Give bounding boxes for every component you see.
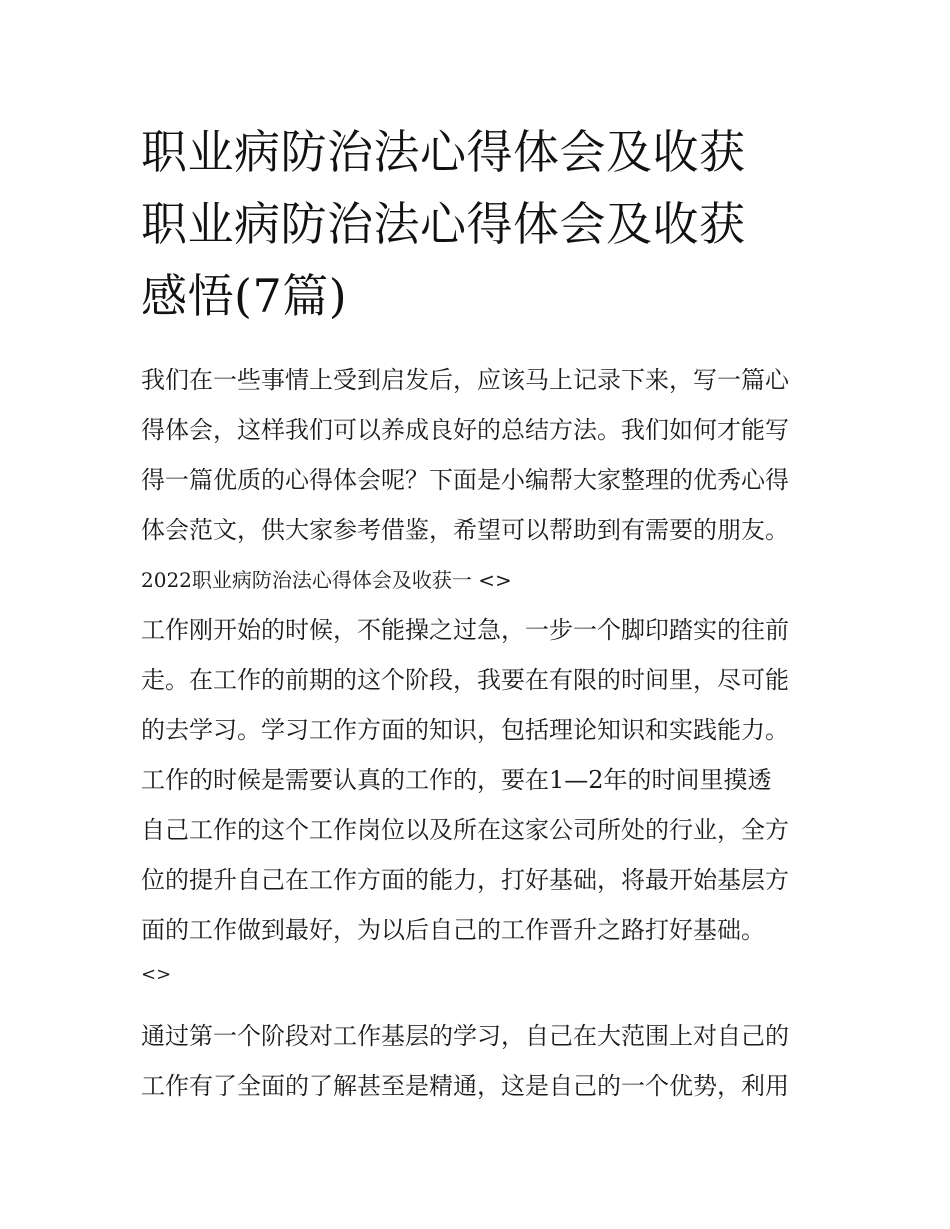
paragraph-line: 自己工作的这个工作岗位以及所在这家公司所处的行业，全方 xyxy=(141,816,789,844)
intro-line: 我们在一些事情上受到启发后，应该马上记录下来，写一篇心 xyxy=(141,366,789,394)
paragraph-line: 位的提升自己在工作方面的能力，打好基础，将最开始基层方 xyxy=(141,866,789,894)
intro-line: 得一篇优质的心得体会呢？下面是小编帮大家整理的优秀心得 xyxy=(141,466,789,494)
section-marker: <> xyxy=(141,964,172,985)
paragraph-line: 的去学习。学习工作方面的知识，包括理论知识和实践能力。 xyxy=(141,716,789,744)
paragraph-line: 通过第一个阶段对工作基层的学习，自己在大范围上对自己的 xyxy=(141,1022,789,1050)
paragraph-line: 走。在工作的前期的这个阶段，我要在有限的时间里，尽可能 xyxy=(141,666,789,694)
intro-line: 体会范文，供大家参考借鉴，希望可以帮助到有需要的朋友。 xyxy=(141,516,789,544)
paragraph-line: 工作有了全面的了解甚至是精通，这是自己的一个优势，利用 xyxy=(141,1072,789,1100)
title-line: 感悟(7篇) xyxy=(141,269,348,323)
paragraph-line: 工作刚开始的时候，不能操之过急，一步一个脚印踏实的往前 xyxy=(141,616,789,644)
paragraph-line: 工作的时候是需要认真的工作的，要在1—2年的时间里摸透 xyxy=(141,766,772,794)
intro-line: 得体会，这样我们可以养成良好的总结方法。我们如何才能写 xyxy=(141,416,789,444)
paragraph-line: 面的工作做到最好，为以后自己的工作晋升之路打好基础。 xyxy=(141,916,765,944)
title-line: 职业病防治法心得体会及收获 xyxy=(141,197,746,251)
section-heading: 2022职业病防治法心得体会及收获一 <> xyxy=(141,568,512,592)
title-line: 职业病防治法心得体会及收获 xyxy=(141,125,746,179)
document-body xyxy=(141,355,821,1111)
page-title xyxy=(141,116,831,332)
